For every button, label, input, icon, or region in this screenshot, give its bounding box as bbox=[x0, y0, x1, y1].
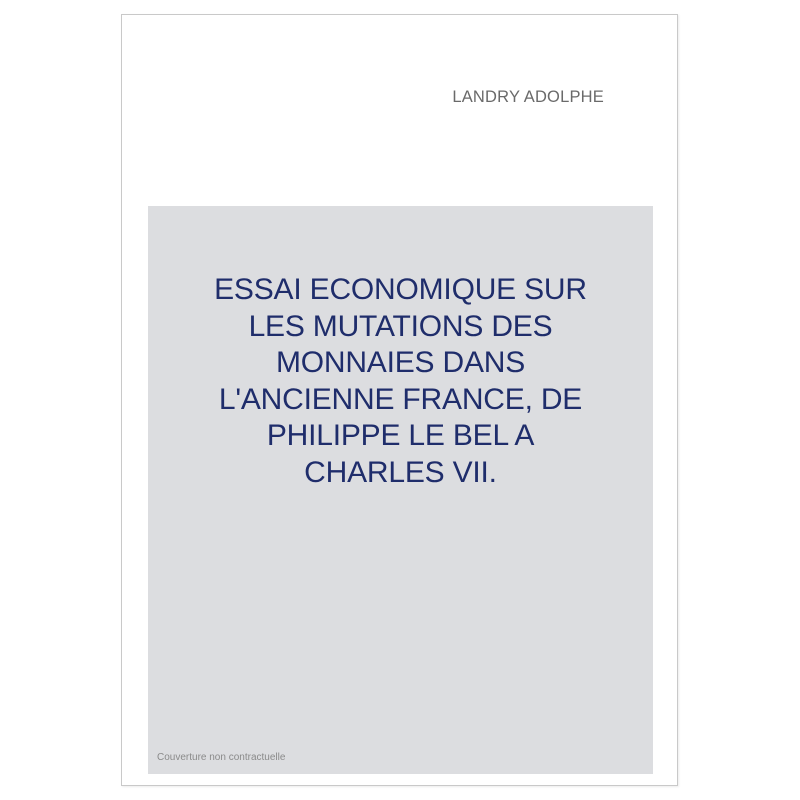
title-line-1: ESSAI ECONOMIQUE SUR bbox=[214, 273, 587, 306]
author-name: LANDRY ADOLPHE bbox=[452, 88, 604, 106]
title-line-5: PHILIPPE LE BEL A bbox=[266, 419, 535, 452]
title-line-6: CHARLES VII. bbox=[304, 455, 497, 489]
cover-disclaimer: Couverture non contractuelle bbox=[157, 752, 286, 763]
title-panel bbox=[148, 206, 653, 774]
title-line-2: LES MUTATIONS DES bbox=[248, 309, 553, 343]
title-line-3: MONNAIES DANS bbox=[275, 346, 526, 379]
book-title bbox=[148, 272, 653, 491]
title-line-4: L'ANCIENNE FRANCE, DE bbox=[218, 382, 583, 416]
